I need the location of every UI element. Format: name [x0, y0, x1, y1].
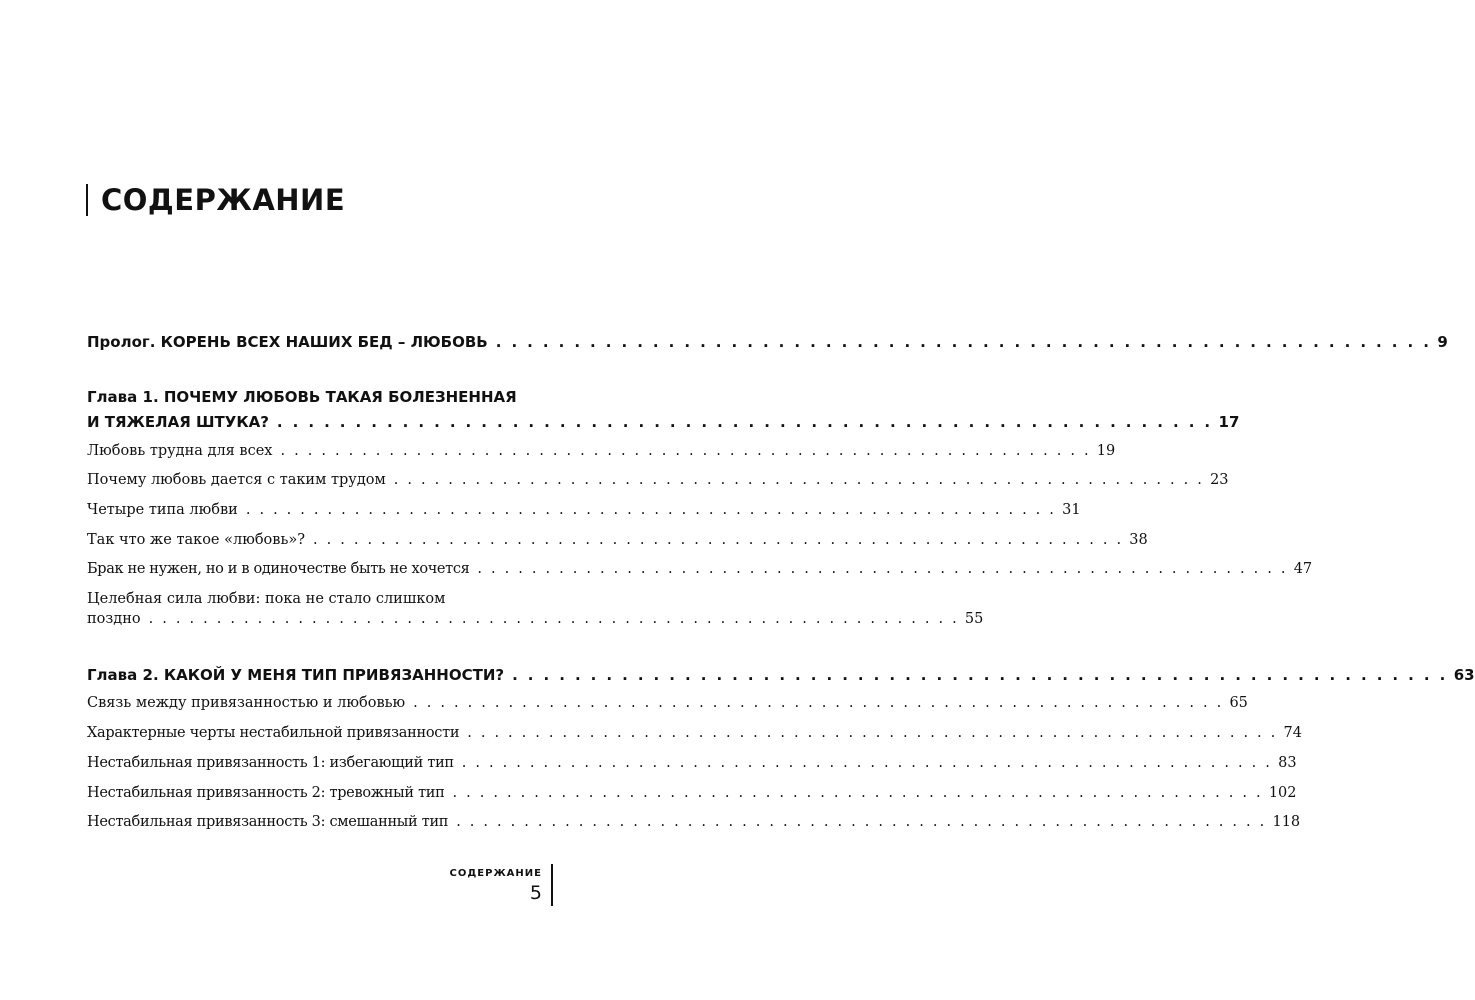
toc-section-page: 31 — [1062, 502, 1081, 518]
toc-section[interactable] — [87, 814, 1301, 830]
toc-section-label: Связь между привязанностью и любовью — [87, 695, 406, 711]
footer-divider — [551, 864, 553, 906]
toc-section-label-line1: Целебная сила любви: пока не стало слишком — [87, 591, 446, 607]
toc-section-page: 19 — [1096, 443, 1116, 459]
toc-section-label: Любовь трудна для всех — [87, 443, 273, 459]
dot-leader: . . . . . . . . . . . . . . . . . . . . . . . . . . . . . . . . . . . . . . . . . . . . . . . . . . . . . . . . . . . . — [495, 333, 1432, 351]
dot-leader: . . . . . . . . . . . . . . . . . . . . . . . . . . . . . . . . . . . . . . . . . . . . . . . . . . . . . . . . . . . . — [312, 532, 1124, 548]
toc-section[interactable] — [87, 611, 984, 627]
dot-leader: . . . . . . . . . . . . . . . . . . . . . . . . . . . . . . . . . . . . . . . . . . . . . . . . . . . . . . . . . . . . — [467, 725, 1278, 741]
toc-entry-label: Глава 2. КАКОЙ У МЕНЯ ТИП ПРИВЯЗАННОСТИ? — [87, 666, 505, 684]
toc-entry-prologue[interactable] — [87, 333, 1448, 351]
dot-leader: . . . . . . . . . . . . . . . . . . . . . . . . . . . . . . . . . . . . . . . . . . . . . . . . . . . . . . . . . . . . — [456, 814, 1267, 830]
toc-section-label: Четыре типа любви — [87, 502, 238, 518]
toc-section-label: Почему любовь дается с таким трудом — [87, 472, 386, 488]
toc-section[interactable] — [87, 755, 1297, 771]
dot-leader: . . . . . . . . . . . . . . . . . . . . . . . . . . . . . . . . . . . . . . . . . . . . . . . . . . . . . . . . . . . . — [452, 785, 1263, 801]
toc-section-page: 74 — [1283, 725, 1302, 741]
toc-section-page: 118 — [1272, 814, 1301, 830]
toc-section-page: 47 — [1293, 561, 1313, 577]
dot-leader: . . . . . . . . . . . . . . . . . . . . . . . . . . . . . . . . . . . . . . . . . . . . . . . . . . . . . . . . . . . . — [477, 561, 1288, 577]
chapter-1-title-line1: Глава 1. ПОЧЕМУ ЛЮБОВЬ ТАКАЯ БОЛЕЗНЕННАЯ — [87, 388, 517, 406]
toc-section-label: поздно — [87, 611, 141, 627]
toc-section[interactable] — [87, 785, 1297, 801]
toc-entry-chapter-2[interactable] — [87, 666, 1475, 684]
toc-section[interactable] — [87, 695, 1248, 711]
toc-section-label: Нестабильная привязанность 2: тревожный тип — [87, 785, 445, 801]
toc-section-page: 55 — [964, 611, 984, 627]
toc-section-page: 102 — [1268, 785, 1297, 801]
toc-section[interactable] — [87, 725, 1302, 741]
toc-section-label: Нестабильная привязанность 1: избегающий тип — [87, 755, 454, 771]
dot-leader: . . . . . . . . . . . . . . . . . . . . . . . . . . . . . . . . . . . . . . . . . . . . . . . . . . . . . . . . . . . . — [393, 472, 1205, 488]
toc-entry-chapter-1[interactable] — [87, 413, 1240, 431]
toc-section-label: Характерные черты нестабильной привязанности — [87, 725, 460, 741]
dot-leader: . . . . . . . . . . . . . . . . . . . . . . . . . . . . . . . . . . . . . . . . . . . . . . . . . . . . . . . . . . . . — [413, 695, 1224, 711]
toc-section[interactable] — [87, 502, 1081, 518]
dot-leader: . . . . . . . . . . . . . . . . . . . . . . . . . . . . . . . . . . . . . . . . . . . . . . . . . . . . . . . . . . . . — [512, 666, 1448, 684]
toc-section[interactable] — [87, 443, 1116, 459]
dot-leader: . . . . . . . . . . . . . . . . . . . . . . . . . . . . . . . . . . . . . . . . . . . . . . . . . . . . . . . . . . . . — [276, 413, 1213, 431]
dot-leader: . . . . . . . . . . . . . . . . . . . . . . . . . . . . . . . . . . . . . . . . . . . . . . . . . . . . . . . . . . . . — [280, 443, 1091, 459]
toc-entry-page: 17 — [1218, 413, 1240, 431]
toc-section[interactable] — [87, 532, 1148, 548]
toc-section-page: 23 — [1210, 472, 1229, 488]
toc-entry-label: И ТЯЖЕЛАЯ ШТУКА? — [87, 413, 269, 431]
toc-section-page: 38 — [1129, 532, 1148, 548]
page-title: СОДЕРЖАНИЕ — [101, 183, 346, 217]
dot-leader: . . . . . . . . . . . . . . . . . . . . . . . . . . . . . . . . . . . . . . . . . . . . . . . . . . . . . . . . . . . . — [245, 502, 1057, 518]
toc-section-label: Брак не нужен, но и в одиночестве быть не хочется — [87, 561, 470, 577]
toc-entry-page: 9 — [1437, 333, 1448, 351]
page-number: 5 — [529, 882, 542, 904]
toc-section[interactable] — [87, 472, 1229, 488]
title-accent-bar — [86, 184, 88, 216]
running-head: СОДЕРЖАНИЕ — [449, 868, 542, 879]
toc-section-label: Нестабильная привязанность 3: смешанный тип — [87, 814, 449, 830]
toc-section[interactable] — [87, 561, 1313, 577]
toc-section-label: Так что же такое «любовь»? — [87, 532, 305, 548]
toc-entry-label: Пролог. КОРЕНЬ ВСЕХ НАШИХ БЕД – ЛЮБОВЬ — [87, 333, 488, 351]
toc-entry-page: 63 — [1453, 666, 1475, 684]
dot-leader: . . . . . . . . . . . . . . . . . . . . . . . . . . . . . . . . . . . . . . . . . . . . . . . . . . . . . . . . . . . . — [148, 611, 959, 627]
toc-section-page: 65 — [1229, 695, 1248, 711]
dot-leader: . . . . . . . . . . . . . . . . . . . . . . . . . . . . . . . . . . . . . . . . . . . . . . . . . . . . . . . . . . . . — [461, 755, 1273, 771]
toc-section-page: 83 — [1278, 755, 1297, 771]
